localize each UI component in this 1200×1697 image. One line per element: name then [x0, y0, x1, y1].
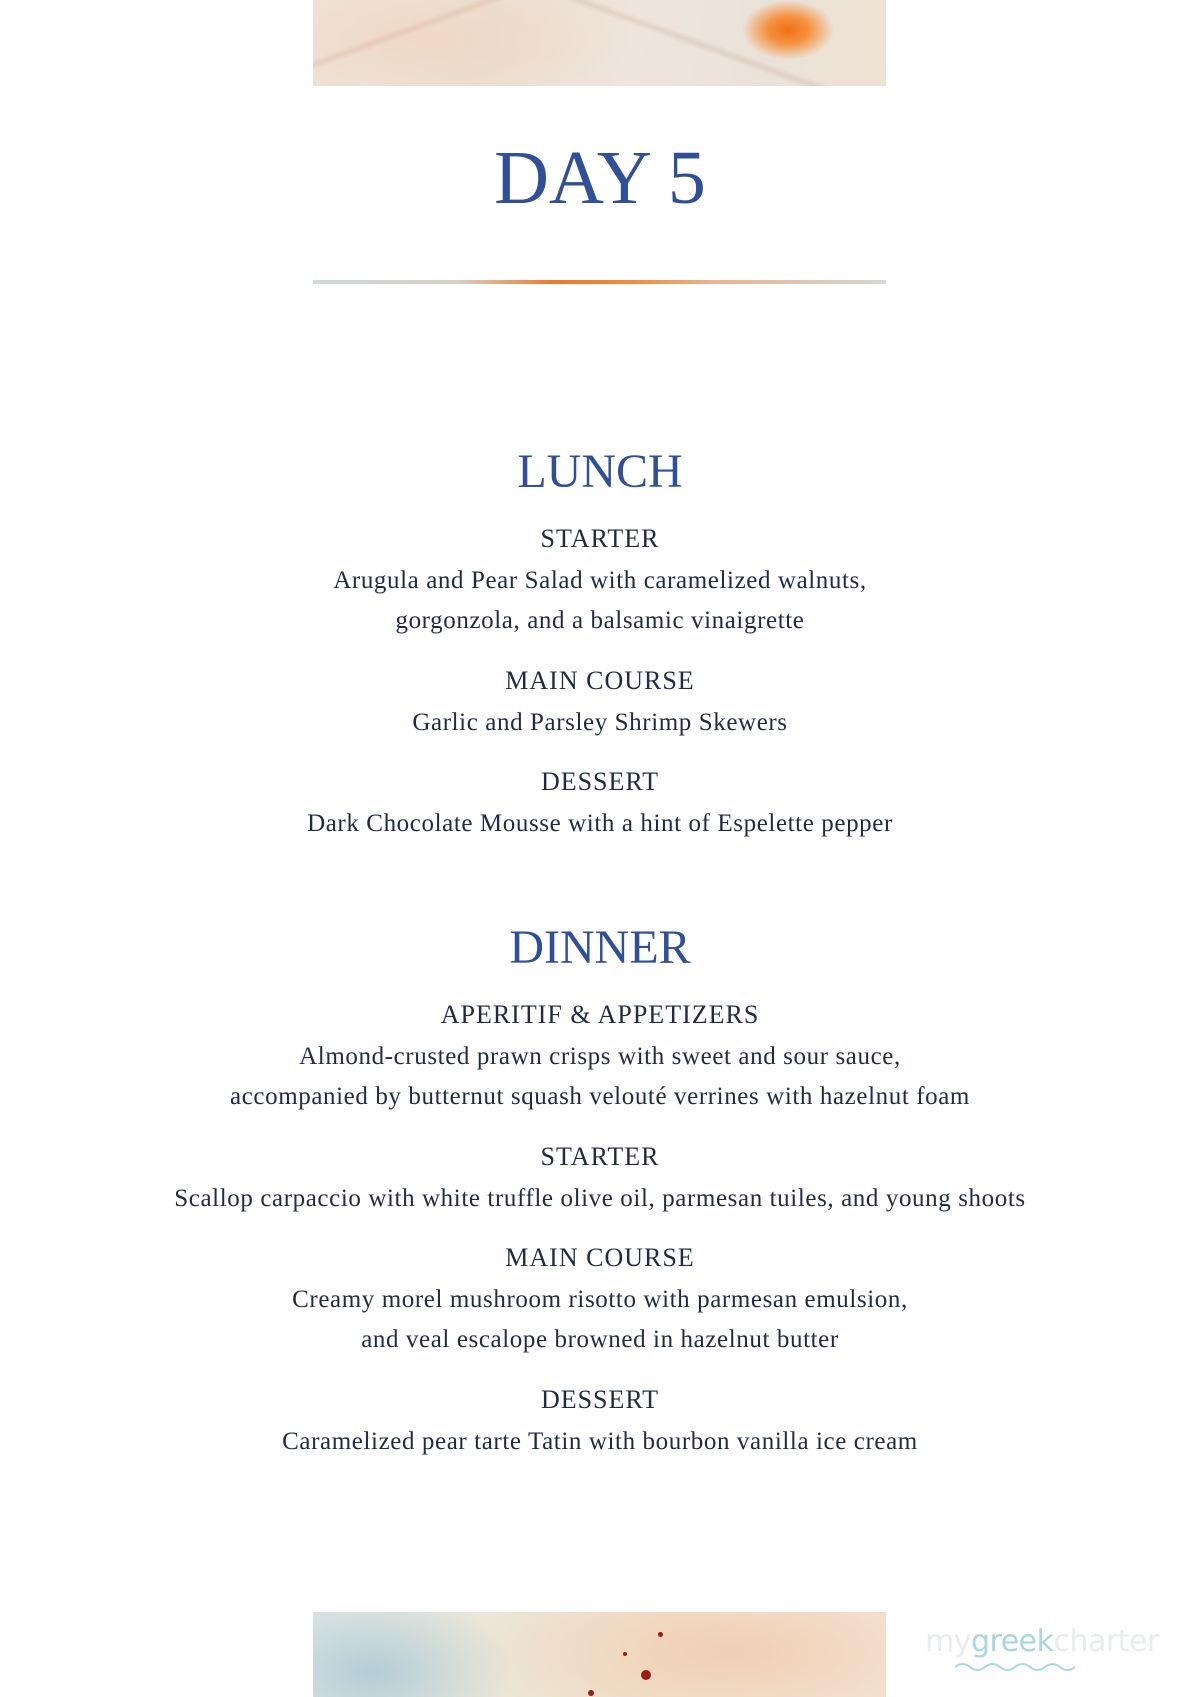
dinner-aperitif-line-1: Almond-crusted prawn crisps with sweet and sour sauce, [299, 1043, 901, 1070]
lunch-heading: LUNCH [517, 445, 683, 498]
watermark-text-part-1: my [925, 1624, 971, 1659]
dinner-main-course-label: MAIN COURSE [505, 1243, 695, 1272]
dinner-main-course-line-1: Creamy morel mushroom risotto with parmesan emulsion, [292, 1286, 908, 1313]
lunch-dessert-label: DESSERT [540, 767, 660, 796]
lunch-dessert-line-1: Dark Chocolate Mousse with a hint of Espelette pepper [307, 810, 893, 837]
wave-icon [955, 1661, 1075, 1673]
watermark-text-part-3: charter [1053, 1624, 1159, 1659]
lunch-starter-line-2: gorgonzola, and a balsamic vinaigrette [395, 607, 805, 634]
lunch-starter-line-1: Arugula and Pear Salad with caramelized walnuts, [333, 567, 867, 594]
brand-watermark-logo [925, 1625, 1175, 1685]
dinner-main-course-line-2: and veal escalope browned in hazelnut butter [361, 1326, 839, 1353]
watermark-text-part-2: greek [970, 1624, 1054, 1659]
dinner-starter-line-1: Scallop carpaccio with white truffle olive oil, parmesan tuiles, and young shoots [174, 1185, 1026, 1212]
lunch-starter-label: STARTER [540, 524, 660, 553]
bottom-decorative-banner [313, 1612, 886, 1697]
dinner-starter-label: STARTER [540, 1142, 660, 1171]
dinner-dessert-label: DESSERT [540, 1385, 660, 1414]
dinner-aperitif-line-2: accompanied by butternut squash velouté verrines with hazelnut foam [230, 1083, 970, 1110]
paint-spot [588, 1690, 594, 1696]
dinner-aperitif-label: APERITIF & APPETIZERS [440, 1000, 760, 1029]
dinner-dessert-line-1: Caramelized pear tarte Tatin with bourbon vanilla ice cream [282, 1428, 918, 1455]
dinner-heading: DINNER [509, 921, 691, 974]
lunch-main-course-label: MAIN COURSE [505, 666, 695, 695]
paint-spot [623, 1652, 627, 1656]
paint-spot [641, 1670, 651, 1680]
paint-spot [658, 1632, 663, 1637]
title-divider [313, 280, 886, 284]
lunch-main-course-line-1: Garlic and Parsley Shrimp Skewers [412, 709, 788, 736]
top-decorative-banner [313, 0, 886, 86]
page-title: DAY 5 [494, 136, 706, 220]
